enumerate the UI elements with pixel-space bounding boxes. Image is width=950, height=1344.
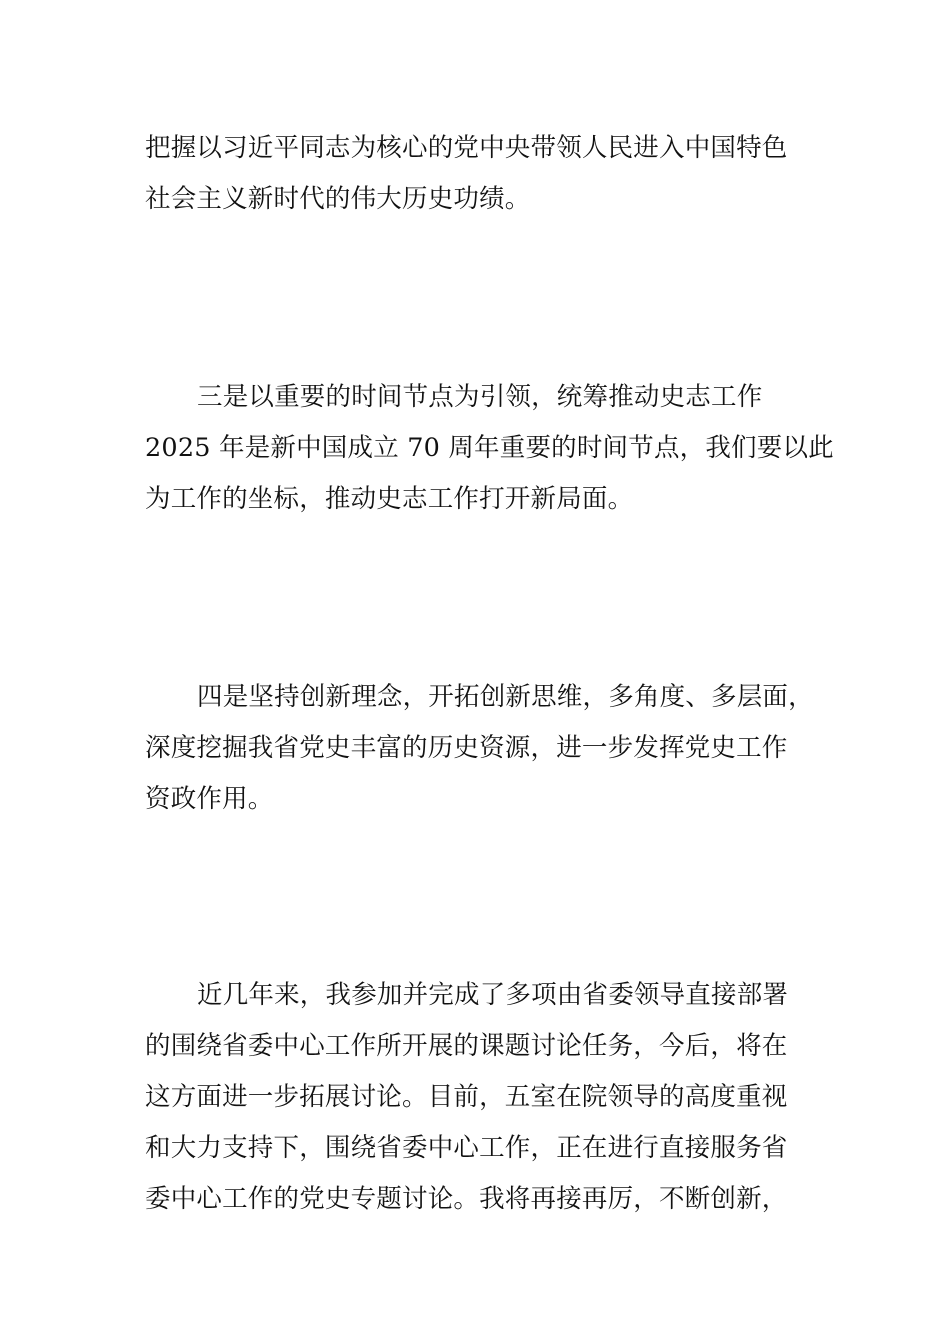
paragraph-line: 为工作的坐标，推动史志工作打开新局面。	[145, 484, 634, 514]
paragraph-line: 三是以重要的时间节点为引领，统筹推动史志工作	[197, 382, 763, 412]
paragraph-line: 的围绕省委中心工作所开展的课题讨论任务，今后，将在	[145, 1031, 788, 1061]
paragraph-line: 和大力支持下，围绕省委中心工作，正在进行直接服务省	[145, 1133, 788, 1163]
paragraph-line: 深度挖掘我省党史丰富的历史资源，进一步发挥党史工作	[145, 733, 788, 763]
paragraph-line: 四是坚持创新理念，开拓创新思维，多角度、多层面，	[197, 682, 814, 712]
paragraph-point-four	[145, 672, 815, 825]
paragraph-point-three	[145, 372, 834, 525]
paragraph-recent-years	[145, 970, 815, 1225]
paragraph-line: 近几年来，我参加并完成了多项由省委领导直接部署	[197, 980, 789, 1010]
paragraph-line: 社会主义新时代的伟大历史功绩。	[145, 184, 531, 214]
paragraph-line: 资政作用。	[145, 784, 274, 814]
paragraph-line: 这方面进一步拓展讨论。目前，五室在院领导的高度重视	[145, 1082, 788, 1112]
paragraph-line: 委中心工作的党史专题讨论。我将再接再厉，不断创新，	[145, 1184, 788, 1214]
paragraph-continuation	[145, 123, 815, 225]
paragraph-line: 2025 年是新中国成立 70 周年重要的时间节点，我们要以此	[145, 433, 834, 463]
paragraph-line: 把握以习近平同志为核心的党中央带领人民进入中国特色	[145, 133, 788, 163]
